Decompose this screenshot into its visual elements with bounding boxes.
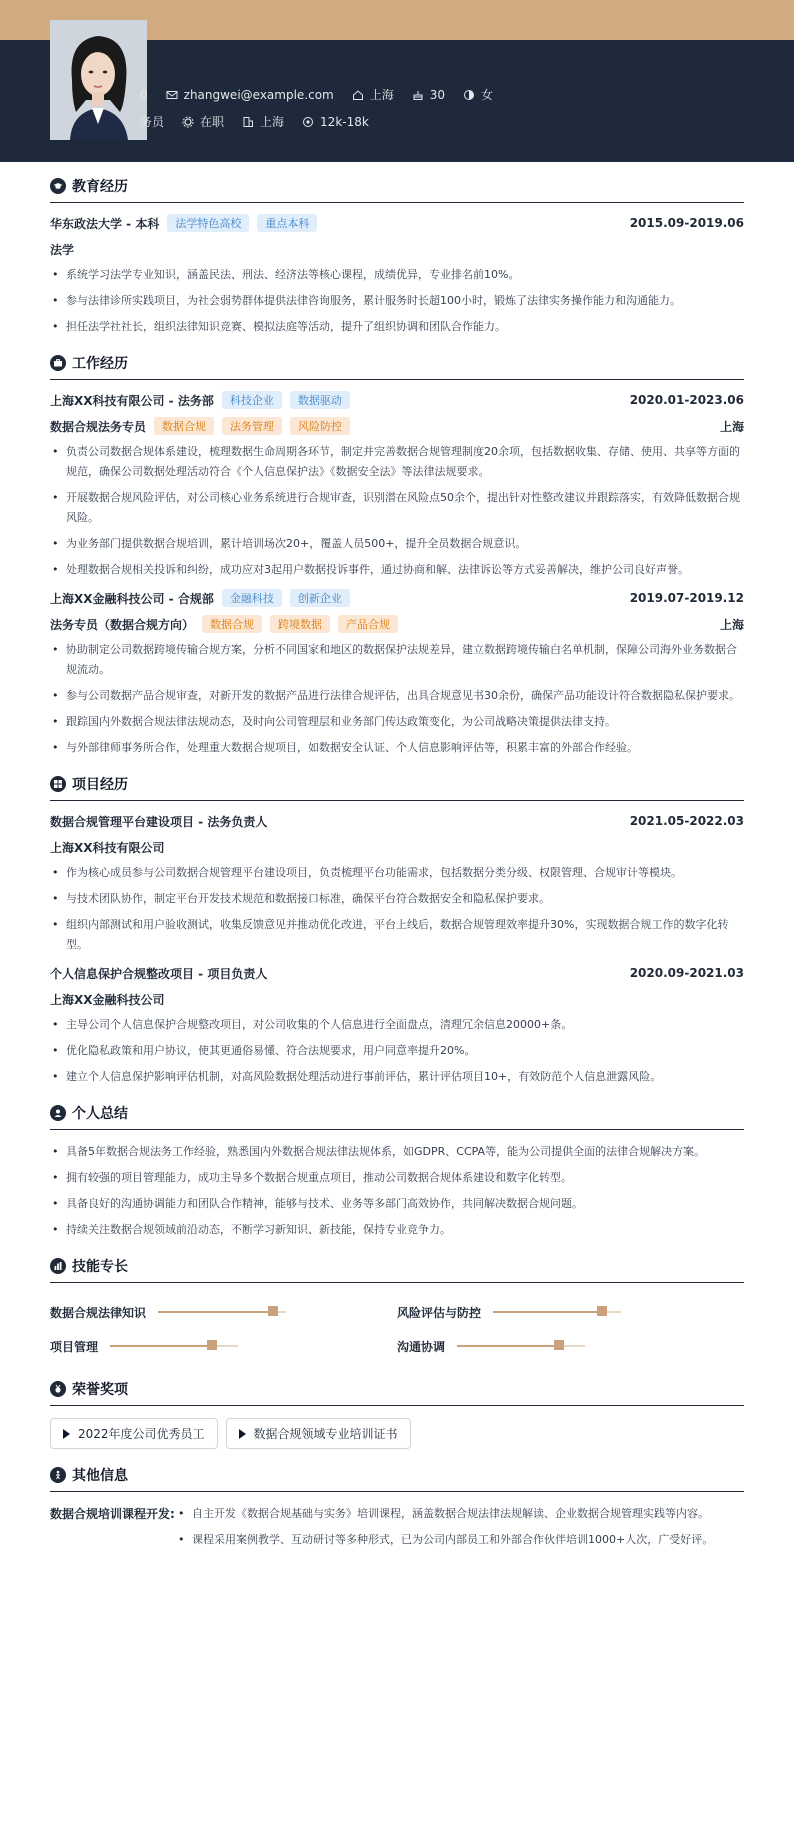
- job-entry-head: [50, 590, 744, 606]
- resume-content: [50, 176, 744, 1582]
- summary-section: [50, 1103, 744, 1240]
- role-name: 数据合规法务专员: [50, 419, 147, 434]
- salary-icon: [302, 116, 314, 128]
- project-date: 2020.09-2021.03: [629, 966, 744, 980]
- gender-icon: [463, 89, 475, 101]
- list-item: • 拥有较强的项目管理能力，成功主导多个数据合规重点项目，推动公司数据合规体系建设和数字化转型。: [50, 1168, 744, 1188]
- other-section: [50, 1465, 744, 1566]
- list-item: • 处理数据合规相关投诉和纠纷，成功应对3起用户数据投诉事件，通过协商和解、法律诉讼等方式妥善解决，维护公司良好声誉。: [50, 560, 744, 580]
- mail-icon: [166, 89, 178, 101]
- skill-knob: [597, 1306, 607, 1316]
- role-tag: 产品合规: [338, 615, 398, 633]
- skills-section: [50, 1256, 744, 1363]
- email-item: zhangwei@example.com: [166, 88, 334, 102]
- school-tag: 重点本科: [257, 214, 317, 232]
- awards-list: [50, 1418, 744, 1449]
- skill-item: [50, 1329, 397, 1363]
- graduation-cap-icon: [50, 178, 66, 194]
- job-entry-head: [50, 392, 744, 408]
- other-bullets: [176, 1504, 744, 1556]
- role-name: 法务专员（数据合规方向）: [50, 617, 195, 632]
- list-item: • 持续关注数据合规领域前沿动态，不断学习新知识、新技能，保持专业竞争力。: [50, 1220, 744, 1240]
- list-item: • 自主开发《数据合规基础与实务》培训课程，涵盖数据合规法律法规解读、企业数据合规管理实践等内容。: [176, 1504, 744, 1524]
- education-entry-head: [50, 215, 744, 231]
- skill-knob: [554, 1340, 564, 1350]
- role-tag: 数据合规: [154, 417, 214, 435]
- education-title: 教育经历: [50, 176, 744, 203]
- skill-bar: [110, 1345, 238, 1347]
- school-tag: 法学特色高校: [167, 214, 249, 232]
- skills-title: 技能专长: [50, 1256, 744, 1283]
- work-title: 工作经历: [50, 353, 744, 380]
- skill-fill: [158, 1311, 273, 1313]
- list-item: • 主导公司个人信息保护合规整改项目，对公司收集的个人信息进行全面盘点，清理冗余信息20000+条。: [50, 1015, 744, 1035]
- project-org: 上海XX金融科技公司: [50, 992, 165, 1007]
- list-item: • 优化隐私政策和用户协议，使其更通俗易懂、符合法规要求，用户同意率提升20%。: [50, 1041, 744, 1061]
- education-section: [50, 176, 744, 337]
- company-name: 上海XX金融科技公司 - 合规部: [50, 591, 214, 606]
- award-item: 2022年度公司优秀员工: [50, 1418, 218, 1449]
- project-name: 个人信息保护合规整改项目 - 项目负责人: [50, 966, 268, 981]
- phone-fragment: 0: [140, 87, 148, 102]
- company-name: 上海XX科技有限公司 - 法务部: [50, 393, 214, 408]
- list-item: • 参与法律诊所实践项目，为社会弱势群体提供法律咨询服务，累计服务时长超100小时，锻炼了法律实务操作能力和沟通能力。: [50, 291, 744, 311]
- job-location: 上海: [719, 617, 744, 632]
- role-tag: 法务管理: [222, 417, 282, 435]
- list-item: • 跟踪国内外数据合规法律法规动态，及时向公司管理层和业务部门传达政策变化，为公司战略决策提供法律支持。: [50, 712, 744, 732]
- skill-name: 项目管理: [50, 1339, 99, 1354]
- company-tag: 创新企业: [290, 589, 350, 607]
- list-item: • 协助制定公司数据跨境传输合规方案，分析不同国家和地区的数据保护法规差异，建立数据跨境传输白名单机制，保障公司海外业务数据合规流动。: [50, 640, 744, 680]
- list-item: • 具备5年数据合规法务工作经验，熟悉国内外数据合规法律法规体系，如GDPR、CCPA等，能为公司提供全面的法律合规解决方案。: [50, 1142, 744, 1162]
- project-org: 上海XX科技有限公司: [50, 840, 165, 855]
- city-item: 上海: [242, 113, 284, 130]
- location-item: 上海: [352, 86, 394, 103]
- other-title: 其他信息: [50, 1465, 744, 1492]
- person-run-icon: [50, 1467, 66, 1483]
- project-bullets: [50, 863, 744, 955]
- skill-item: [50, 1295, 397, 1329]
- education-date: 2015.09-2019.06: [629, 216, 744, 230]
- skill-fill: [457, 1345, 559, 1347]
- project-bullets: [50, 1015, 744, 1087]
- skill-knob: [268, 1306, 278, 1316]
- role-tag: 数据合规: [202, 615, 262, 633]
- company-tag: 金融科技: [222, 589, 282, 607]
- summary-bullets: [50, 1142, 744, 1240]
- other-info-row: [50, 1504, 744, 1566]
- job-bullets: [50, 640, 744, 758]
- avatar: [50, 20, 147, 140]
- role-tag: 风险防控: [290, 417, 350, 435]
- medal-icon: [50, 1381, 66, 1397]
- role-tag: 跨境数据: [270, 615, 330, 633]
- honors-title: 荣誉奖项: [50, 1379, 744, 1406]
- education-bullets: [50, 265, 744, 337]
- major-name: 法学: [50, 242, 75, 257]
- projects-title: 项目经历: [50, 774, 744, 801]
- list-item: • 负责公司数据合规体系建设，梳理数据生命周期各环节，制定并完善数据合规管理制度20余项，包括数据收集、存储、使用、共享等方面的规范，确保公司数据处理活动符合《个人信息保护法》《数据安全法》等法律法规要求。: [50, 442, 744, 482]
- list-item: • 作为核心成员参与公司数据合规管理平台建设项目，负责梳理平台功能需求，包括数据分类分级、权限管理、合规审计等模块。: [50, 863, 744, 883]
- work-section: [50, 353, 744, 758]
- list-item: • 课程采用案例教学、互动研讨等多种形式，已为公司内部员工和外部合作伙伴培训1000+人次，广受好评。: [176, 1530, 744, 1550]
- list-item: • 为业务部门提供数据合规培训，累计培训场次20+，覆盖人员500+，提升全员数据合规意识。: [50, 534, 744, 554]
- major-row: [50, 241, 744, 257]
- company-tag: 科技企业: [222, 391, 282, 409]
- role-row: [50, 418, 744, 434]
- project-org-row: [50, 991, 744, 1007]
- list-item: • 开展数据合规风险评估，对公司核心业务系统进行合规审查，识别潜在风险点50余个，提出针对性整改建议并跟踪落实，有效降低数据合规风险。: [50, 488, 744, 528]
- summary-title: 个人总结: [50, 1103, 744, 1130]
- home-icon: [352, 89, 364, 101]
- skill-name: 数据合规法律知识: [50, 1305, 147, 1320]
- skill-name: 风险评估与防控: [397, 1305, 482, 1320]
- project-date: 2021.05-2022.03: [629, 814, 744, 828]
- job-date: 2020.01-2023.06: [629, 393, 744, 407]
- list-item: • 与外部律师事务所合作，处理重大数据合规项目，如数据安全认证、个人信息影响评估等，积累丰富的外部合作经验。: [50, 738, 744, 758]
- gender-item: 女: [463, 86, 493, 103]
- list-item: • 系统学习法学专业知识，涵盖民法、刑法、经济法等核心课程，成绩优异，专业排名前10%。: [50, 265, 744, 285]
- skill-bar: [457, 1345, 585, 1347]
- skill-bar: [493, 1311, 621, 1313]
- list-item: • 组织内部测试和用户验收测试，收集反馈意见并推动优化改进，平台上线后，数据合规管理效率提升30%，实现数据合规工作的数字化转型。: [50, 915, 744, 955]
- bar-chart-icon: [50, 1258, 66, 1274]
- project-org-row: [50, 839, 744, 855]
- status-icon: [182, 116, 194, 128]
- other-label: 数据合规培训课程开发:: [50, 1507, 175, 1521]
- play-icon: [63, 1429, 70, 1439]
- age-item: 30: [412, 88, 445, 102]
- skill-fill: [110, 1345, 212, 1347]
- skill-name: 沟通协调: [397, 1339, 446, 1354]
- play-icon: [239, 1429, 246, 1439]
- honors-section: [50, 1379, 744, 1449]
- skill-knob: [207, 1340, 217, 1350]
- contact-row-2: [140, 113, 387, 130]
- job-date: 2019.07-2019.12: [629, 591, 744, 605]
- user-icon: [50, 1105, 66, 1121]
- project-entry-head: [50, 965, 744, 981]
- skills-grid: [50, 1295, 744, 1363]
- project-entry-head: [50, 813, 744, 829]
- projects-section: [50, 774, 744, 1087]
- job-location: 上海: [719, 419, 744, 434]
- skill-item: [397, 1295, 744, 1329]
- cake-icon: [412, 89, 424, 101]
- company-tag: 数据驱动: [290, 391, 350, 409]
- list-item: • 与技术团队协作，制定平台开发技术规范和数据接口标准，确保平台符合数据安全和隐私保护要求。: [50, 889, 744, 909]
- list-item: • 担任法学社社长，组织法律知识竞赛、模拟法庭等活动，提升了组织协调和团队合作能力。: [50, 317, 744, 337]
- skill-item: [397, 1329, 744, 1363]
- award-item: 数据合规领域专业培训证书: [226, 1418, 411, 1449]
- school-name: 华东政法大学 - 本科: [50, 216, 160, 231]
- status-item: 在职: [182, 113, 224, 130]
- job-fragment: 务员: [140, 115, 165, 129]
- briefcase-icon: [50, 355, 66, 371]
- job-bullets: [50, 442, 744, 580]
- contact-row-1: [140, 86, 511, 103]
- list-item: • 具备良好的沟通协调能力和团队合作精神，能够与技术、业务等多部门高效协作，共同解决数据合规问题。: [50, 1194, 744, 1214]
- grid-icon: [50, 776, 66, 792]
- role-row: [50, 616, 744, 632]
- list-item: • 建立个人信息保护影响评估机制，对高风险数据处理活动进行事前评估，累计评估项目10+，有效防范个人信息泄露风险。: [50, 1067, 744, 1087]
- skill-fill: [493, 1311, 602, 1313]
- project-name: 数据合规管理平台建设项目 - 法务负责人: [50, 814, 268, 829]
- skill-bar: [158, 1311, 286, 1313]
- building-icon: [242, 116, 254, 128]
- salary-item: 12k-18k: [302, 115, 369, 129]
- list-item: • 参与公司数据产品合规审查，对新开发的数据产品进行法律合规评估，出具合规意见书30余份，确保产品功能设计符合数据隐私保护要求。: [50, 686, 744, 706]
